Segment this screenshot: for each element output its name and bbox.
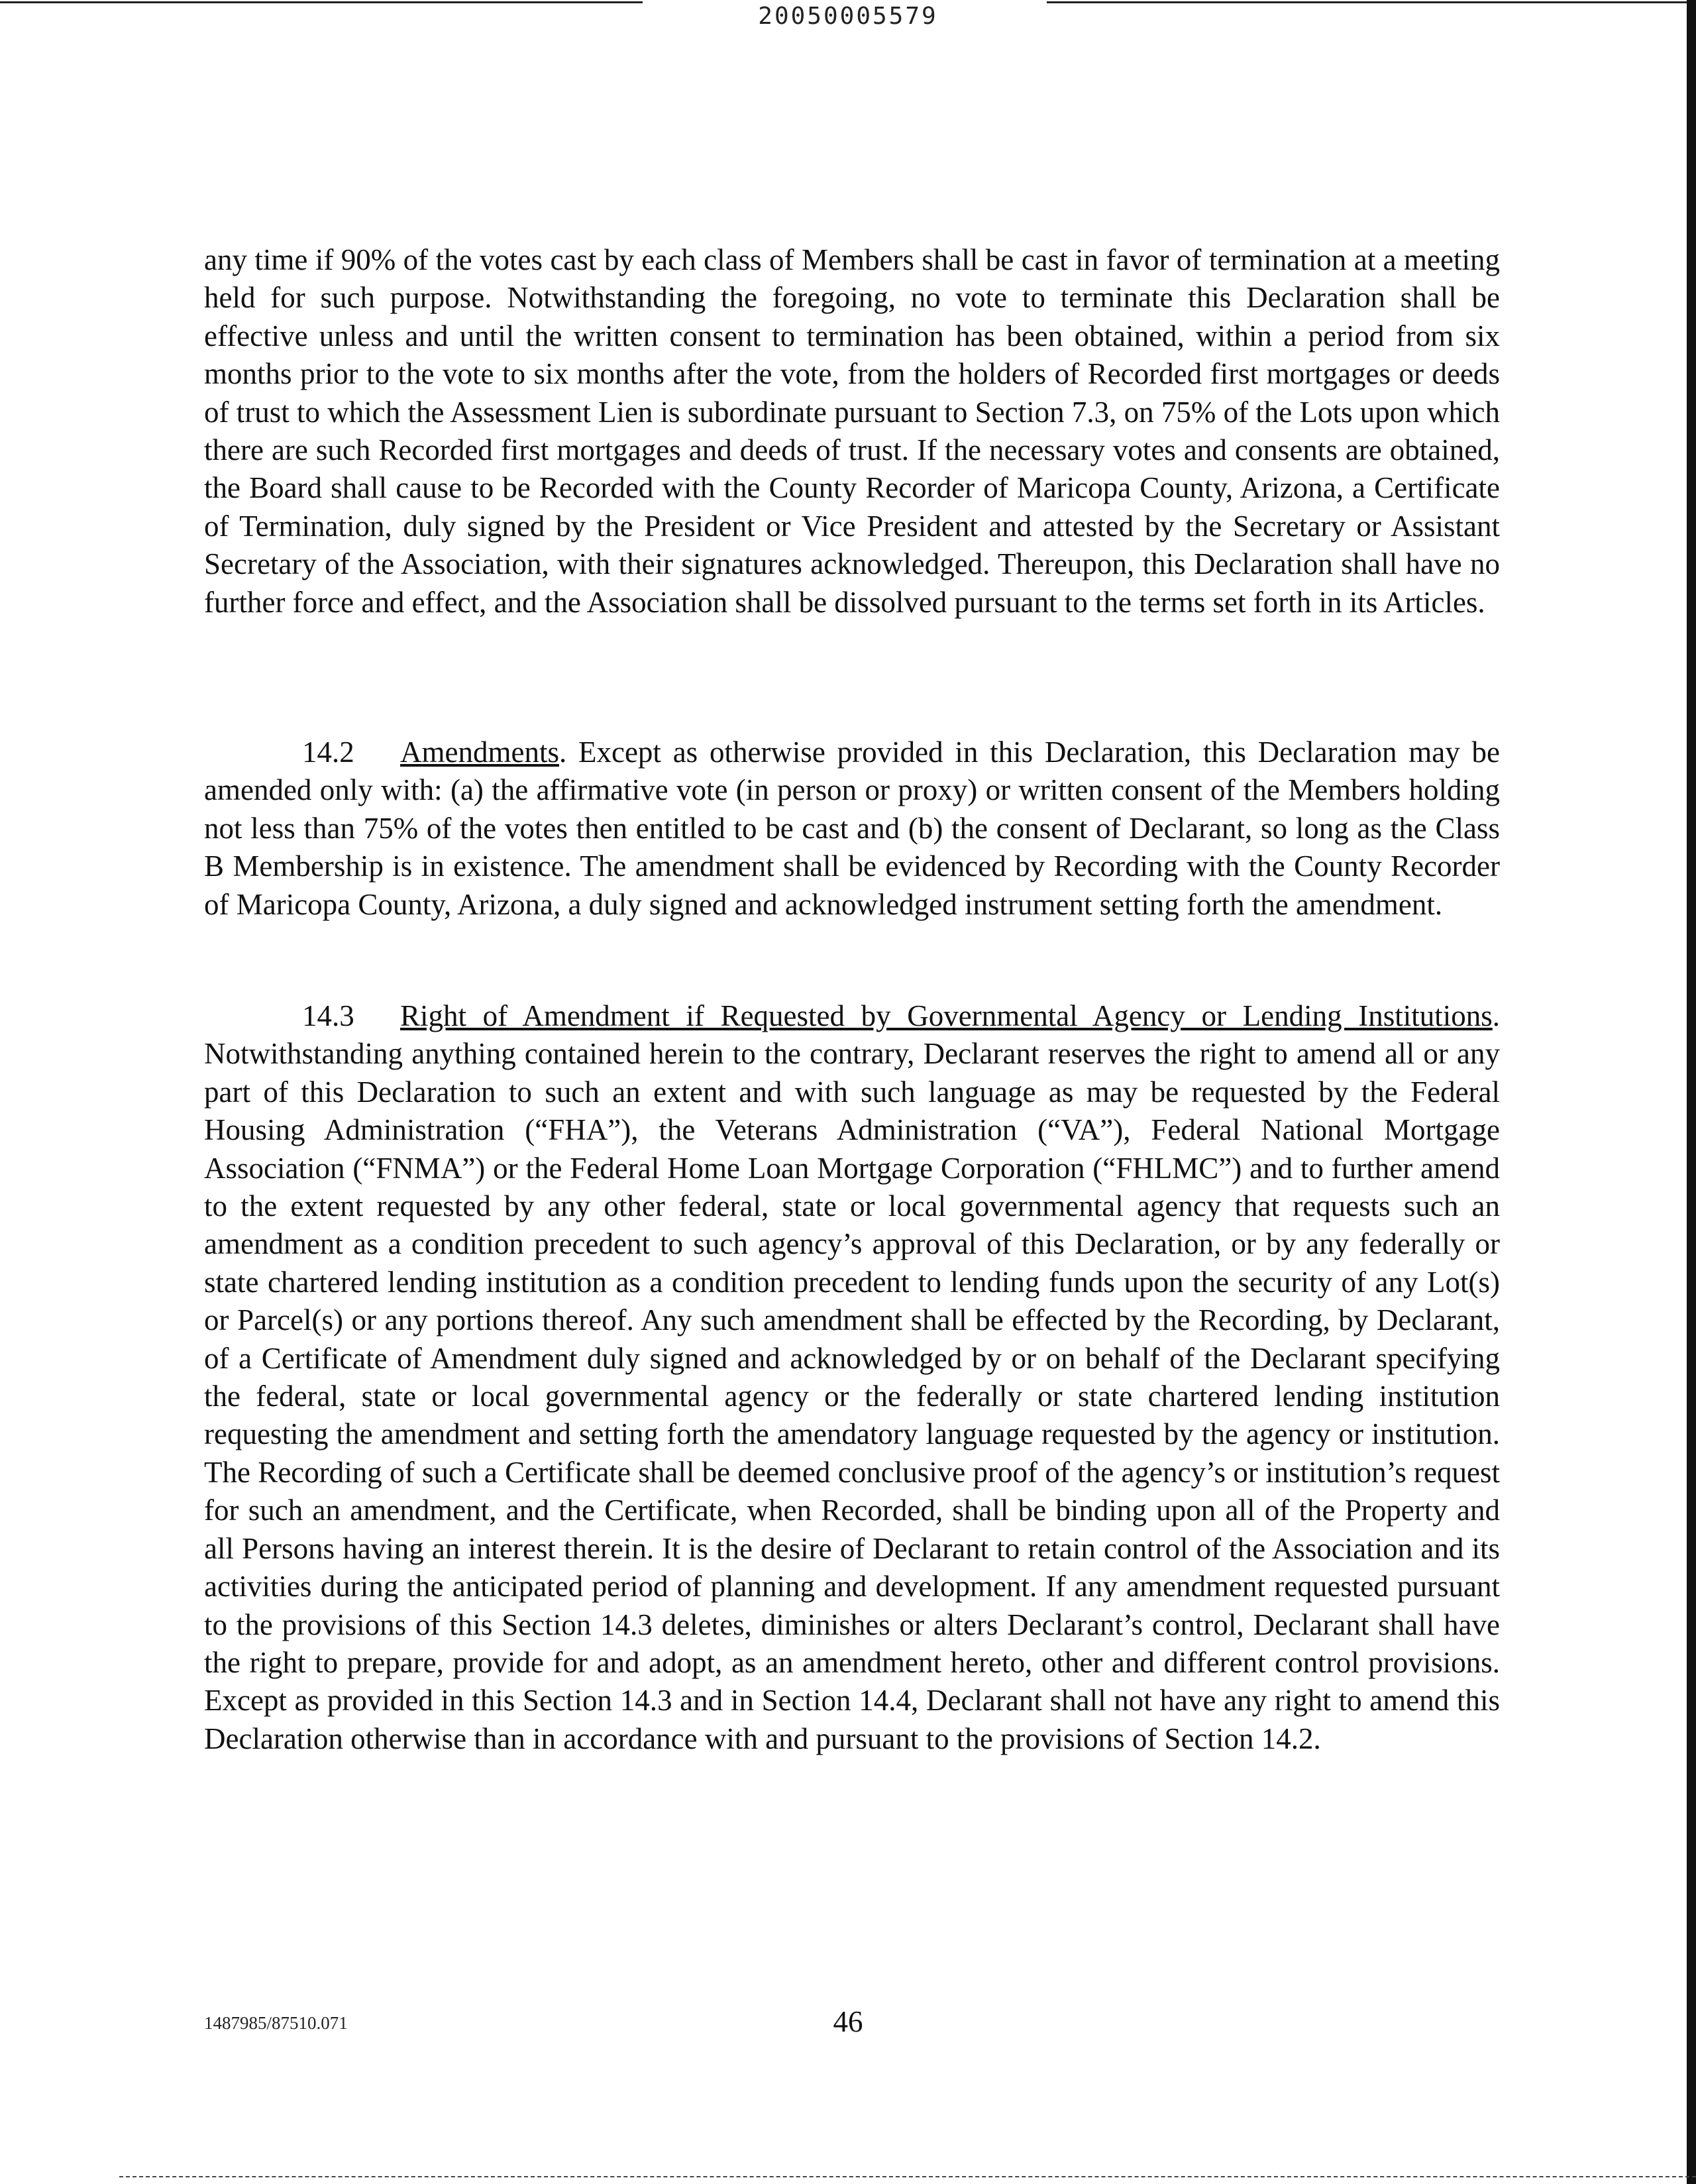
section-heading: Amendments bbox=[400, 736, 559, 769]
paragraph-termination bbox=[204, 241, 1500, 622]
section-text: . Except as otherwise provided in this Declaration, this Declaration may be amended only with: (a) the affirmative vote (in person or proxy) or written consent of the Members holding not less than 75% of the votes then entitled to be cast and (b) the consent of Declarant, so long as the Class B Membership is in existence. The amendment shall be evidenced by Recording with the County Recorder of Maricopa County, Arizona, a duly signed and acknowledged instrument setting forth the amendment. bbox=[204, 736, 1500, 921]
section-14-2 bbox=[204, 734, 1500, 924]
page-number: 46 bbox=[833, 2005, 863, 2038]
footer-file-id: 1487985/87510.071 bbox=[204, 2013, 348, 2033]
scan-edge bbox=[1687, 0, 1696, 2184]
recording-number: 20050005579 bbox=[758, 3, 938, 30]
section-text: . Notwithstanding anything contained herein to the contrary, Declarant reserves the right to amend all or any part of this Declaration to such an extent and with such language as may be requested by the Federal Housing Administration (“FHA”), the Veterans Administration (“VA”), Federal National Mortgage Association (“FNMA”) or the Federal Home Loan Mortgage Corporation (“FHLMC”) and to further amend to the extent requested by any other federal, state or local governmental agency that requests such an amendment as a condition precedent to such agency’s approval of this Declaration, or by any federally or state chartered lending institution as a condition precedent to lending funds upon the security of any Lot(s) or Parcel(s) or any portions thereof. Any such amendment shall be effected by the Recording, by Declarant, of a Certificate of Amendment duly signed and acknowledged by or on behalf of the Declarant specifying the federal, state or local governmental agency or the federally or state chartered lending institution requesting the amendment and setting forth the amendatory language requested by the agency or institution. The Recording of such a Certificate shall be deemed conclusive proof of the agency’s or institution’s request for such an amendment, and the Certificate, when Recorded, shall be binding upon all of the Property and all Persons having an interest therein. It is the desire of Declarant to retain control of the Association and its activities during the anticipated period of planning and development. If any amendment requested pursuant to the provisions of this Section 14.3 deletes, diminishes or alters Declarant’s control, Declarant shall have the right to prepare, provide for and adopt, as an amendment hereto, other and different control provisions. Except as provided in this Section 14.3 and in Section 14.4, Declarant shall not have any right to amend this Declaration otherwise than in accordance with and pursuant to the provisions of Section 14.2. bbox=[204, 999, 1500, 1755]
section-14-3 bbox=[204, 997, 1500, 1758]
section-heading: Right of Amendment if Requested by Governmental Agency or Lending Institutions bbox=[400, 999, 1493, 1032]
section-number: 14.3 bbox=[302, 999, 354, 1032]
bottom-rule bbox=[119, 2176, 1696, 2177]
section-number: 14.2 bbox=[302, 736, 354, 769]
paragraph-text: any time if 90% of the votes cast by each class of Members shall be cast in favor of termination at a meeting held for such purpose. Notwithstanding the foregoing, no vote to terminate this Declaration shall be effective unless and until the written consent to termination has been obtained, within a period from six months prior to the vote to six months after the vote, from the holders of Recorded first mortgages or deeds of trust to which the Assessment Lien is subordinate pursuant to Section 7.3, on 75% of the Lots upon which there are such Recorded first mortgages and deeds of trust. If the necessary votes and consents are obtained, the Board shall cause to be Recorded with the County Recorder of Maricopa County, Arizona, a Certificate of Termination, duly signed by the President or Vice President and attested by the Secretary or Assistant Secretary of the Association, with their signatures acknowledged. Thereupon, this Declaration shall have no further force and effect, and the Association shall be dissolved pursuant to the terms set forth in its Articles. bbox=[204, 243, 1501, 619]
